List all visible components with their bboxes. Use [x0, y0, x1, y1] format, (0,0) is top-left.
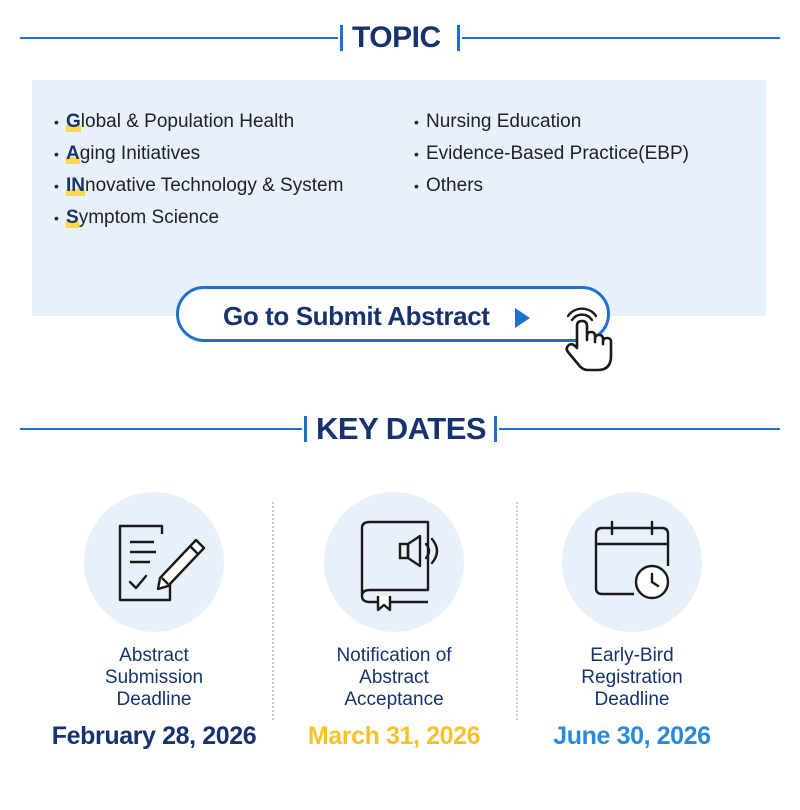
- play-triangle-icon: [515, 308, 530, 328]
- submission-deadline-label: Abstract Submission Deadline: [104, 645, 204, 710]
- submission-deadline-date: February 28, 2026: [51, 722, 257, 750]
- topic-initial: G: [66, 111, 81, 132]
- topic-initial: A: [66, 143, 80, 164]
- keydates-header-line-right: [499, 428, 780, 430]
- topic-item-innovative-technology: • INnovative Technology & System: [54, 175, 344, 196]
- column-divider: [272, 502, 274, 720]
- notification-label: Notification of Abstract Acceptance: [336, 645, 452, 710]
- notification-date: March 31, 2026: [307, 722, 481, 750]
- topic-header-line-left: [20, 37, 338, 39]
- column-divider: [516, 502, 518, 720]
- early-bird-label: Early-Bird Registration Deadline: [581, 645, 683, 710]
- submit-abstract-button[interactable]: [176, 286, 610, 342]
- book-speaker-icon: [324, 492, 464, 632]
- keydates-title: KEY DATES: [316, 411, 487, 446]
- submission-icon-circle: [84, 492, 224, 632]
- topic-initial: S: [66, 207, 79, 228]
- topic-item-aging: • Aging Initiatives: [54, 143, 201, 164]
- topic-list-right: [414, 108, 689, 204]
- keydates-header-bar-left: [304, 416, 307, 442]
- topic-header-bar-right: [457, 25, 460, 51]
- topic-item-ebp: • Evidence-Based Practice(EBP): [414, 143, 689, 164]
- keydates-header-bar-right: [494, 416, 497, 442]
- notification-icon-circle: [324, 492, 464, 632]
- early-bird-date: June 30, 2026: [553, 722, 711, 750]
- topic-item-symptom-science: • Symptom Science: [54, 207, 220, 228]
- topic-header-bar-left: [340, 25, 343, 51]
- registration-icon-circle: [562, 492, 702, 632]
- keydates-header-line-left: [20, 428, 302, 430]
- topic-item-nursing-education: • Nursing Education: [414, 111, 582, 132]
- calendar-clock-icon: [562, 492, 702, 632]
- topic-list-left: [54, 108, 343, 236]
- hand-pointer-icon: [558, 304, 620, 374]
- topic-header-line-right: [462, 37, 780, 39]
- submit-abstract-label: Go to Submit Abstract: [223, 301, 490, 331]
- topic-title: TOPIC: [352, 21, 441, 54]
- topic-item-others: • Others: [414, 175, 484, 196]
- topic-item-global-health: • Global & Population Health: [54, 111, 295, 132]
- topic-initial: IN: [66, 175, 85, 196]
- document-pencil-icon: [84, 492, 224, 632]
